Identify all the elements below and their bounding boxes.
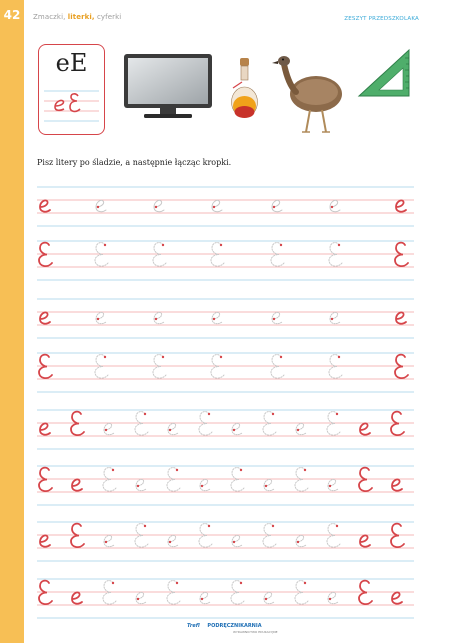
start-dot [265,598,267,600]
start-dot [331,206,333,208]
start-dot [112,469,114,471]
model-letter-e [360,423,370,434]
trace-letter-capital-e [153,243,166,267]
model-letter-e [392,592,402,603]
trace-letter-capital-e [271,243,284,267]
trace-letter-capital-e [231,581,244,605]
trace-letter-capital-e [271,355,284,379]
trace-letter-capital-e [231,468,244,492]
start-dot [304,582,306,584]
model-letter-e [392,479,402,490]
trace-letter-capital-e [327,412,340,436]
start-dot [336,525,338,527]
start-dot [97,206,99,208]
start-dot [137,598,139,600]
start-dot [329,598,331,600]
start-dot [213,318,215,320]
trace-letter-capital-e [199,524,212,548]
publisher-tagline: WYDAWNICTWO EDUKACYJNE [233,630,278,634]
start-dot [331,318,333,320]
start-dot [105,429,107,431]
start-dot [336,413,338,415]
trace-letter-capital-e [295,468,308,492]
model-letter-capital-e [395,355,408,379]
trace-letter-capital-e [95,355,108,379]
model-letter-capital-e [39,243,52,267]
trace-letter-capital-e [211,355,224,379]
start-dot [272,413,274,415]
start-dot [162,244,164,246]
start-dot [280,244,282,246]
start-dot [273,318,275,320]
trace-letter-capital-e [95,243,108,267]
model-letter-capital-e [391,412,404,436]
start-dot [240,582,242,584]
start-dot [201,485,203,487]
trace-letter-capital-e [135,524,148,548]
model-letter-e [396,312,406,323]
start-dot [176,582,178,584]
model-letter-e [40,423,50,434]
start-dot [338,244,340,246]
start-dot [240,469,242,471]
model-letter-capital-e [359,468,372,492]
trace-letter-capital-e [327,524,340,548]
trace-letter-capital-e [295,581,308,605]
page-number: 42 [3,8,21,22]
series-word-1: Zmaczki, [33,13,66,21]
start-dot [104,244,106,246]
trace-letter-capital-e [135,412,148,436]
model-letter-capital-e [71,524,84,548]
start-dot [162,356,164,358]
start-dot [233,429,235,431]
start-dot [144,525,146,527]
start-dot [208,413,210,415]
model-letter-e [396,200,406,211]
start-dot [97,318,99,320]
trace-letter-capital-e [103,581,116,605]
model-letter-e [72,479,82,490]
trace-letter-capital-e [263,412,276,436]
trace-letter-capital-e [199,412,212,436]
start-dot [338,356,340,358]
start-dot [265,485,267,487]
model-letter-capital-e [395,243,408,267]
model-letter-capital-e [359,581,372,605]
start-dot [169,541,171,543]
workbook-title: ZESZYT PRZEDSZKOLAKA [344,16,419,22]
start-dot [273,206,275,208]
start-dot [155,206,157,208]
trace-letter-capital-e [211,243,224,267]
printed-letters: eE [55,49,88,77]
trace-letter-capital-e [167,581,180,605]
start-dot [176,469,178,471]
start-dot [220,244,222,246]
start-dot [297,541,299,543]
trace-letter-capital-e [153,355,166,379]
start-dot [304,469,306,471]
model-letter-capital-e [39,468,52,492]
trace-letter-capital-e [167,468,180,492]
series-word-3: cyferki [96,13,122,21]
start-dot [272,525,274,527]
publisher-logo [187,623,262,629]
start-dot [155,318,157,320]
exercise-instruction: Pisz litery po śladzie, a następnie łącząc kropki. [37,158,232,167]
start-dot [280,356,282,358]
trace-letter-capital-e [103,468,116,492]
start-dot [201,598,203,600]
start-dot [104,356,106,358]
start-dot [233,541,235,543]
model-letter-e [40,312,50,323]
model-letter-capital-e [39,355,52,379]
start-dot [329,485,331,487]
start-dot [105,541,107,543]
start-dot [144,413,146,415]
brand-name: Trefl [187,623,200,629]
start-dot [137,485,139,487]
model-letter-e [40,535,50,546]
start-dot [169,429,171,431]
model-letter-capital-e [391,524,404,548]
model-letter-capital-e [71,412,84,436]
trace-letter-capital-e [263,524,276,548]
model-letter-e [72,592,82,603]
product-name: PODRĘCZNIKARNIA [207,623,262,629]
start-dot [213,206,215,208]
trace-letter-capital-e [329,243,342,267]
start-dot [112,582,114,584]
trace-letter-capital-e [329,355,342,379]
model-letter-e [40,200,50,211]
model-letter-capital-e [39,581,52,605]
start-dot [208,525,210,527]
start-dot [297,429,299,431]
model-letter-e [360,535,370,546]
start-dot [220,356,222,358]
series-word-2: literki, [67,13,95,21]
